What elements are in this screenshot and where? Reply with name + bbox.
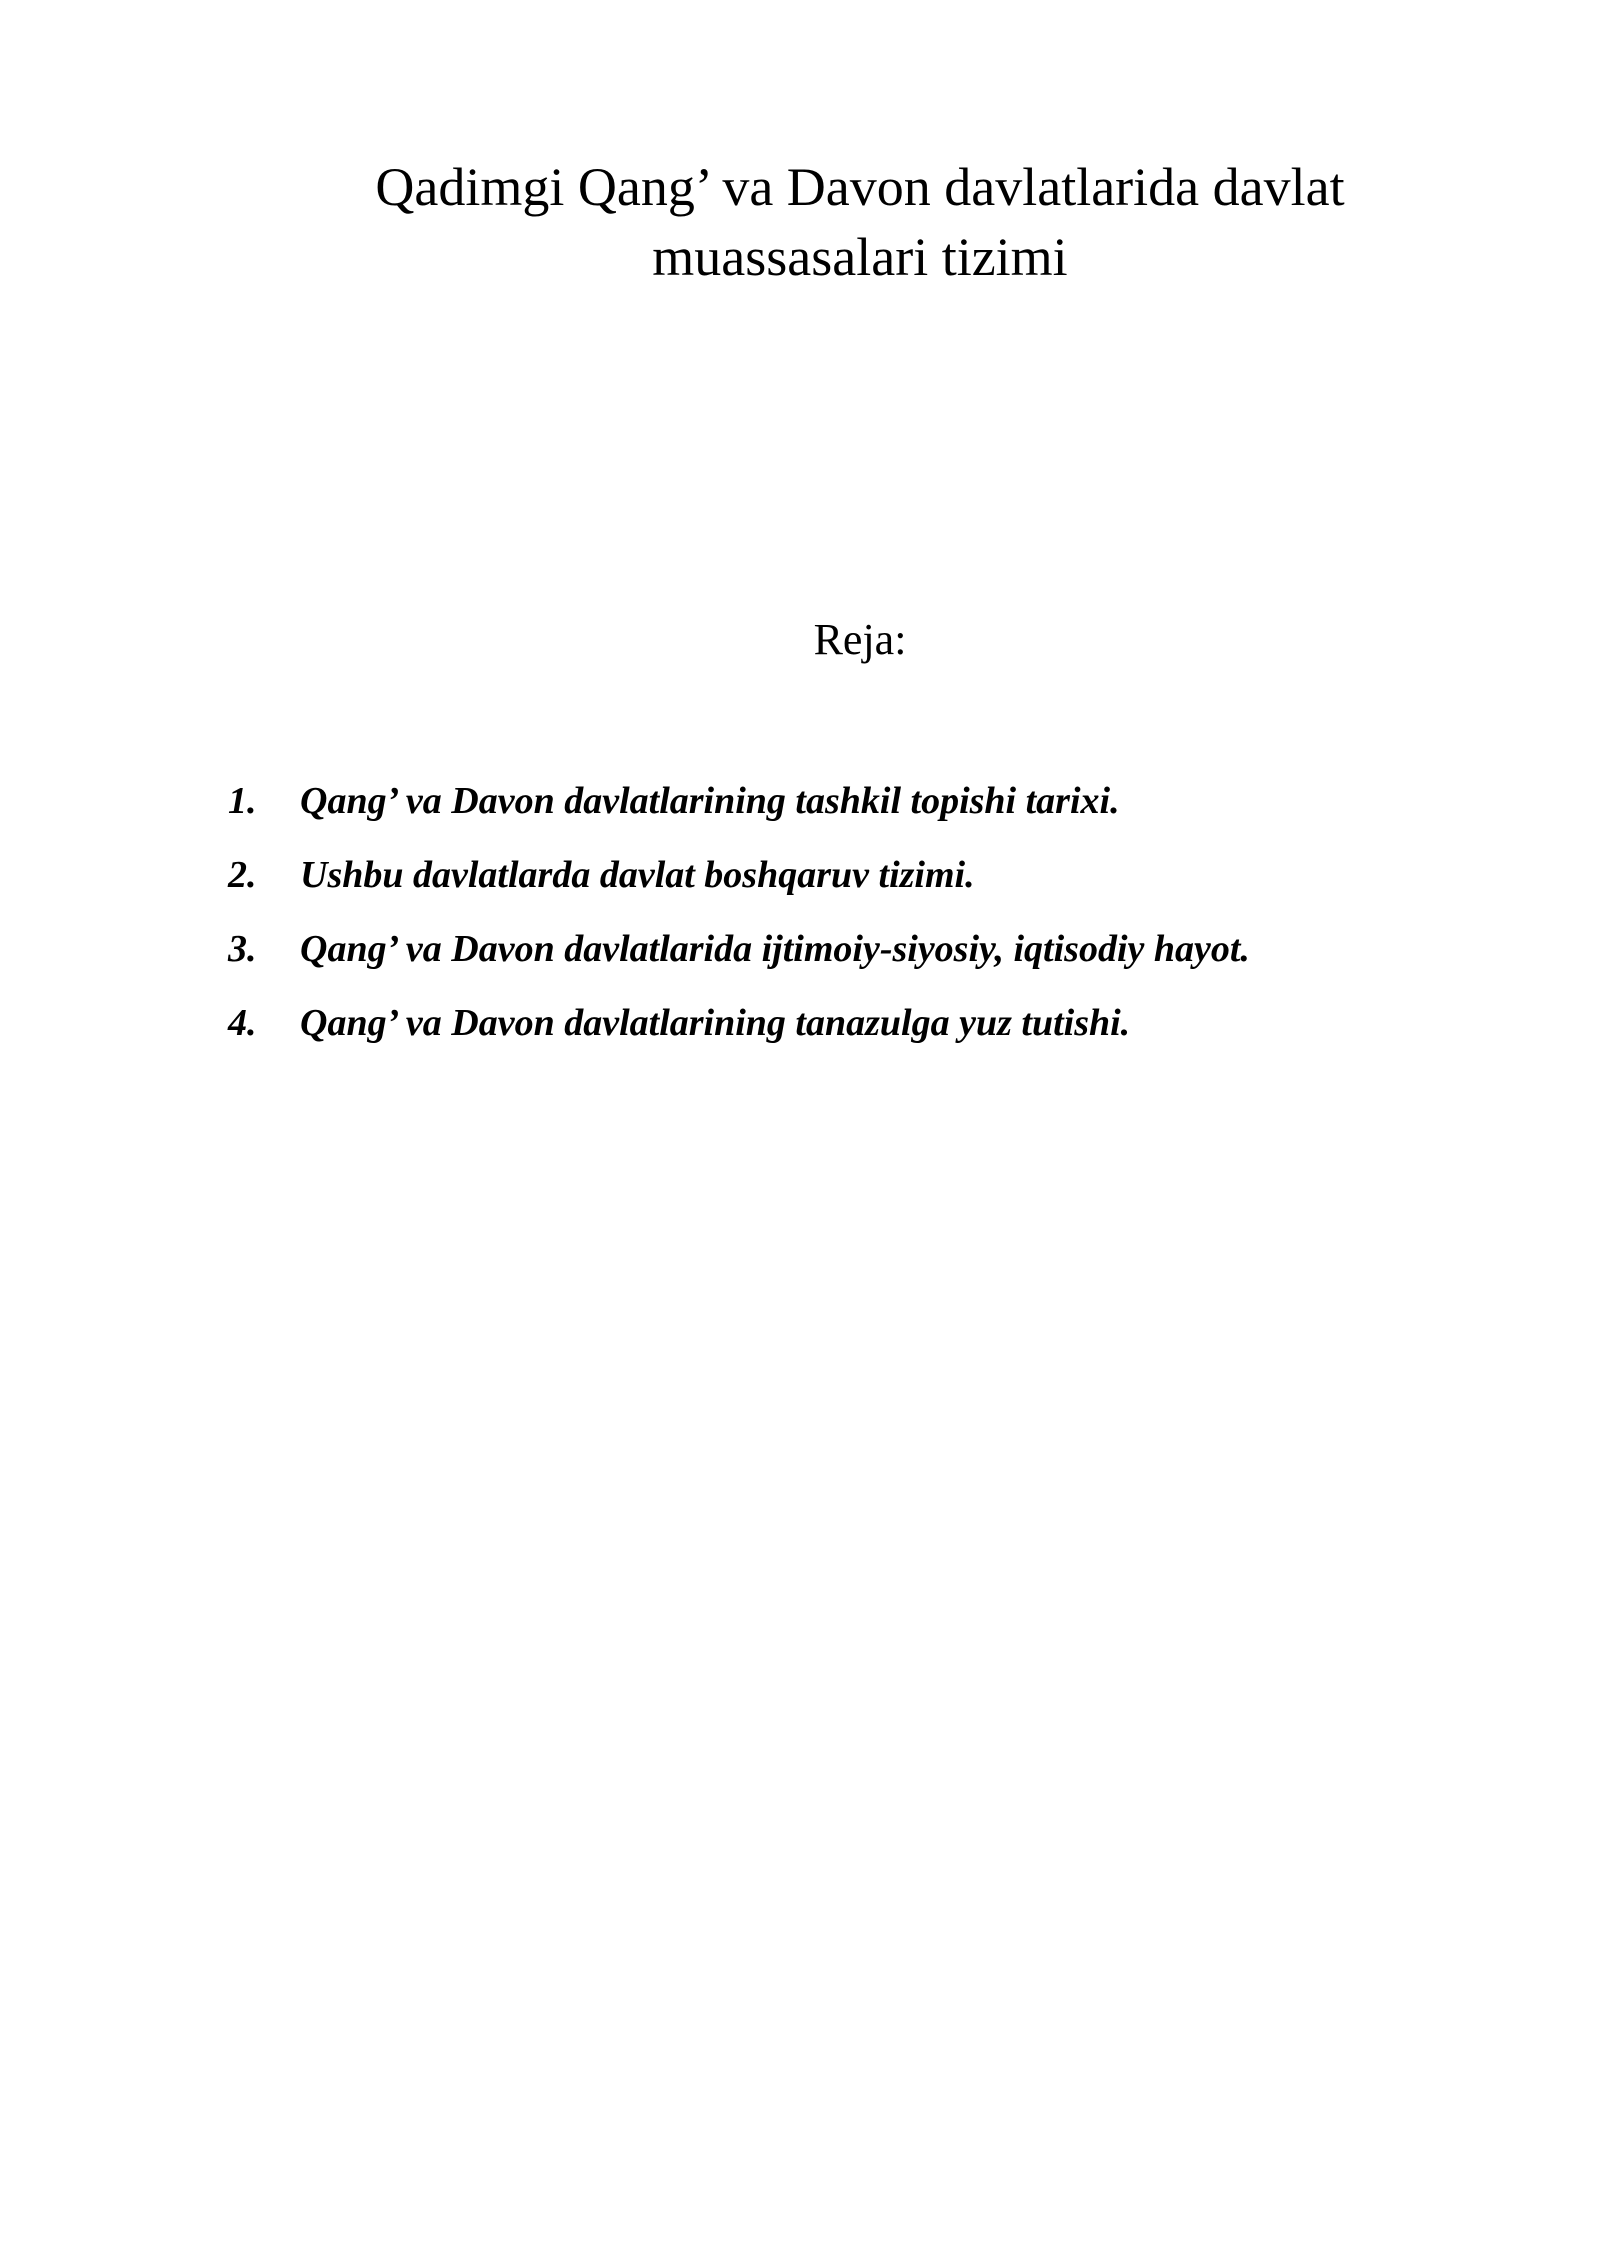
plan-item-1 — [228, 764, 1488, 838]
plan-list — [228, 764, 1488, 1060]
plan-item-3 — [228, 912, 1488, 986]
plan-item-number: 4. — [228, 1002, 257, 1044]
plan-item-number: 1. — [228, 780, 257, 822]
page-title — [300, 152, 1420, 292]
title-line-1: Qadimgi Qang’ va Davon davlatlarida davlat — [375, 157, 1345, 217]
plan-item-text: Qang’ va Davon davlatlarining tashkil topishi tarixi. — [300, 780, 1120, 822]
plan-item-number: 3. — [228, 928, 257, 970]
plan-item-text: Qang’ va Davon davlatlarida ijtimoiy-siyosiy, iqtisodiy hayot. — [300, 928, 1250, 970]
plan-item-number: 2. — [228, 854, 257, 896]
plan-item-4 — [228, 986, 1488, 1060]
plan-heading: Reja: — [813, 615, 907, 664]
title-line-2: muassasalari tizimi — [652, 227, 1068, 287]
plan-item-text: Ushbu davlatlarda davlat boshqaruv tizimi. — [300, 854, 975, 896]
plan-item-2 — [228, 838, 1488, 912]
plan-item-text: Qang’ va Davon davlatlarining tanazulga yuz tutishi. — [300, 1002, 1131, 1044]
